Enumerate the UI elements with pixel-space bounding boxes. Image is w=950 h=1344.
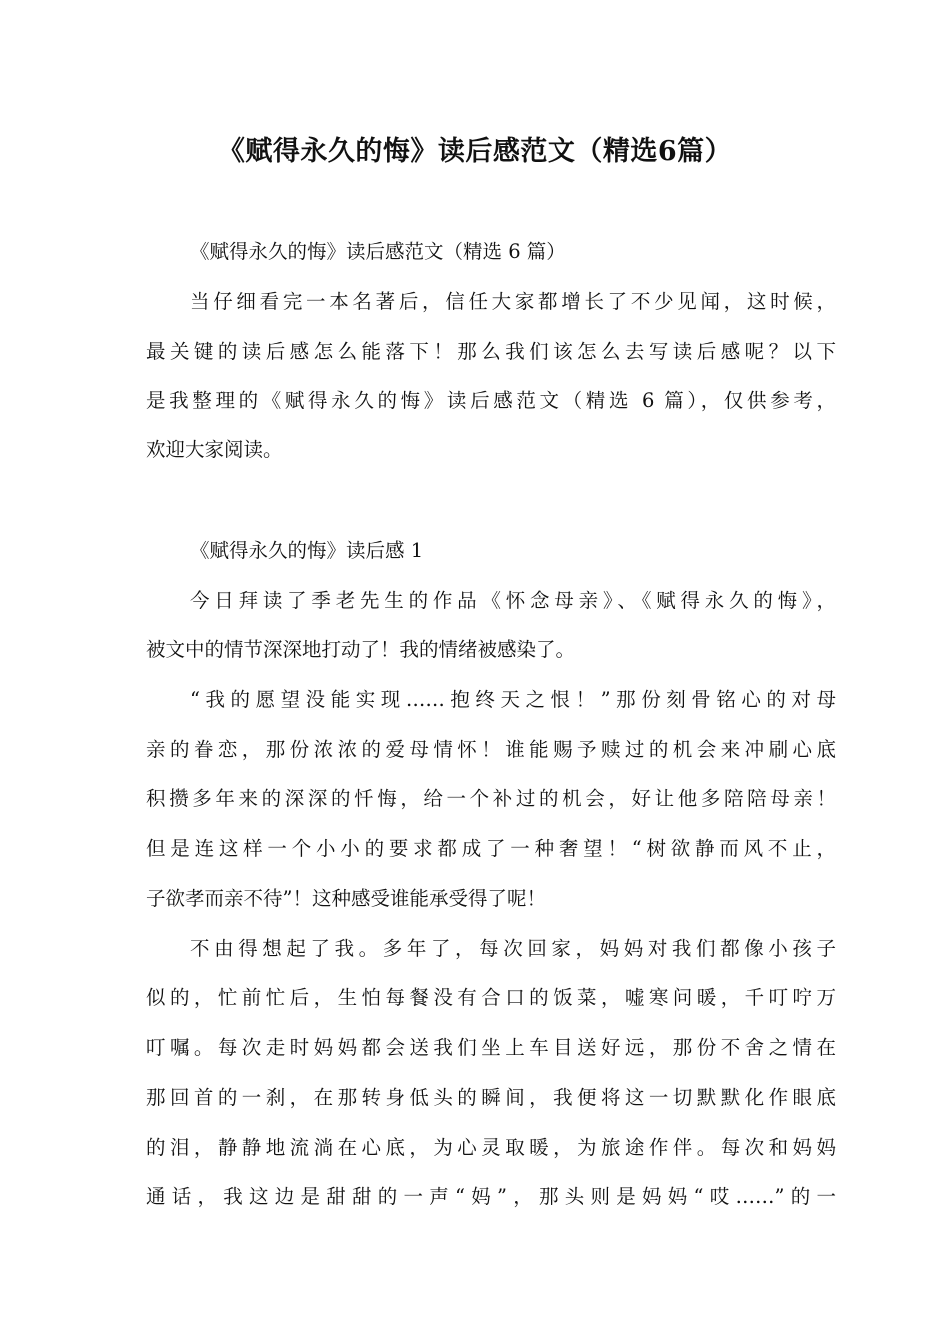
paragraph-line: 的泪，静静地流淌在心底，为心灵取暖，为旅途作伴。每次和妈妈 <box>146 1136 836 1159</box>
intro-line: 最关键的读后感怎么能落下！那么我们该怎么去写读后感呢？以下 <box>146 340 836 363</box>
paragraph-line: 通话，我这边是甜甜的一声“妈”，那头则是妈妈“哎……”的一 <box>146 1185 836 1208</box>
paragraph-line: 那回首的一刹，在那转身低头的瞬间，我便将这一切默默化作眼底 <box>146 1086 836 1109</box>
paragraph-line: 似的，忙前忙后，生怕每餐没有合口的饭菜，嘘寒问暖，千叮咛万 <box>146 986 836 1009</box>
paragraph-line: 今日拜读了季老先生的作品《怀念母亲》、《赋得永久的悔》， <box>190 589 836 612</box>
paragraph-line: 积攒多年来的深深的忏悔，给一个补过的机会，好让他多陪陪母亲！ <box>146 787 836 810</box>
paragraph-line: 叮嘱。每次走时妈妈都会送我们坐上车目送好远，那份不舍之情在 <box>146 1036 836 1059</box>
intro-line: 欢迎大家阅读。 <box>146 438 283 461</box>
intro-line: 当仔细看完一本名著后，信任大家都增长了不少见闻，这时候， <box>190 290 836 313</box>
paragraph-line: 但是连这样一个小小的要求都成了一种奢望！“树欲静而风不止， <box>146 837 836 860</box>
paragraph-line: 子欲孝而亲不待”！这种感受谁能承受得了呢！ <box>146 887 546 910</box>
document-subtitle: 《赋得永久的悔》读后感范文（精选 6 篇） <box>190 240 566 263</box>
paragraph-line: 被文中的情节深深地打动了！我的情绪被感染了。 <box>146 638 576 661</box>
intro-line: 是我整理的《赋得永久的悔》读后感范文（精选 6 篇），仅供参考， <box>146 389 836 412</box>
paragraph-line: 不由得想起了我。多年了，每次回家，妈妈对我们都像小孩子 <box>190 937 836 960</box>
document-title: 《赋得永久的悔》读后感范文（精选6篇） <box>217 136 733 167</box>
section-heading: 《赋得永久的悔》读后感 1 <box>190 539 424 562</box>
paragraph-line: “我的愿望没能实现……抱终天之恨！”那份刻骨铭心的对母 <box>190 688 836 711</box>
paragraph-line: 亲的眷恋，那份浓浓的爱母情怀！谁能赐予赎过的机会来冲刷心底 <box>146 738 836 761</box>
